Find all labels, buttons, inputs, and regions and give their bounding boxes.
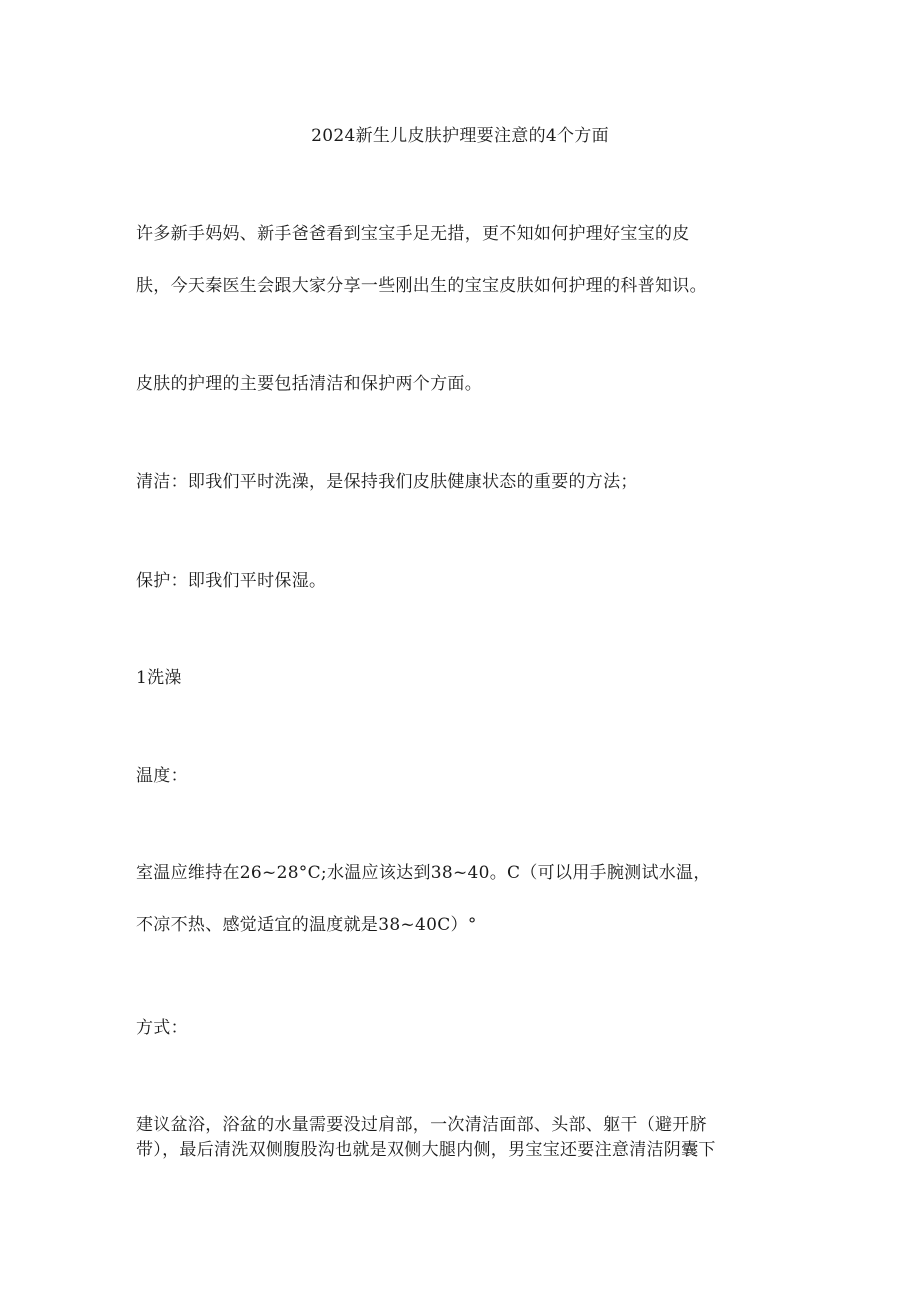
protection-paragraph: 保护：即我们平时保湿。: [136, 571, 327, 591]
document-title: 2024新生儿皮肤护理要注意的4个方面: [311, 126, 609, 146]
method-paragraph-line-1: 建议盆浴，浴盆的水量需要没过肩部，一次清洁面部、头部、躯干（避开脐: [136, 1115, 707, 1135]
method-paragraph-line-2: 带），最后清洗双侧腹股沟也就是双侧大腿内侧，男宝宝还要注意清洁阴囊下: [136, 1140, 716, 1160]
temperature-paragraph-line-2: 不凉不热、感觉适宜的温度就是38~40C）°: [136, 915, 477, 935]
cleaning-paragraph: 清洁：即我们平时洗澡，是保持我们皮肤健康状态的重要的方法；: [136, 472, 638, 492]
summary-paragraph: 皮肤的护理的主要包括清洁和保护两个方面。: [136, 374, 482, 394]
temperature-label: 温度：: [136, 766, 188, 786]
temperature-paragraph-line-1: 室温应维持在26~28°C;水温应该达到38~40。C（可以用手腕测试水温，: [136, 863, 711, 883]
intro-paragraph-line-1: 许多新手妈妈、新手爸爸看到宝宝手足无措，更不知如何护理好宝宝的皮: [136, 224, 690, 244]
section-heading-bathing: 1洗澡: [136, 668, 182, 688]
intro-paragraph-line-2: 肤，今天秦医生会跟大家分享一些刚出生的宝宝皮肤如何护理的科普知识。: [136, 276, 707, 296]
method-label: 方式：: [136, 1018, 188, 1038]
